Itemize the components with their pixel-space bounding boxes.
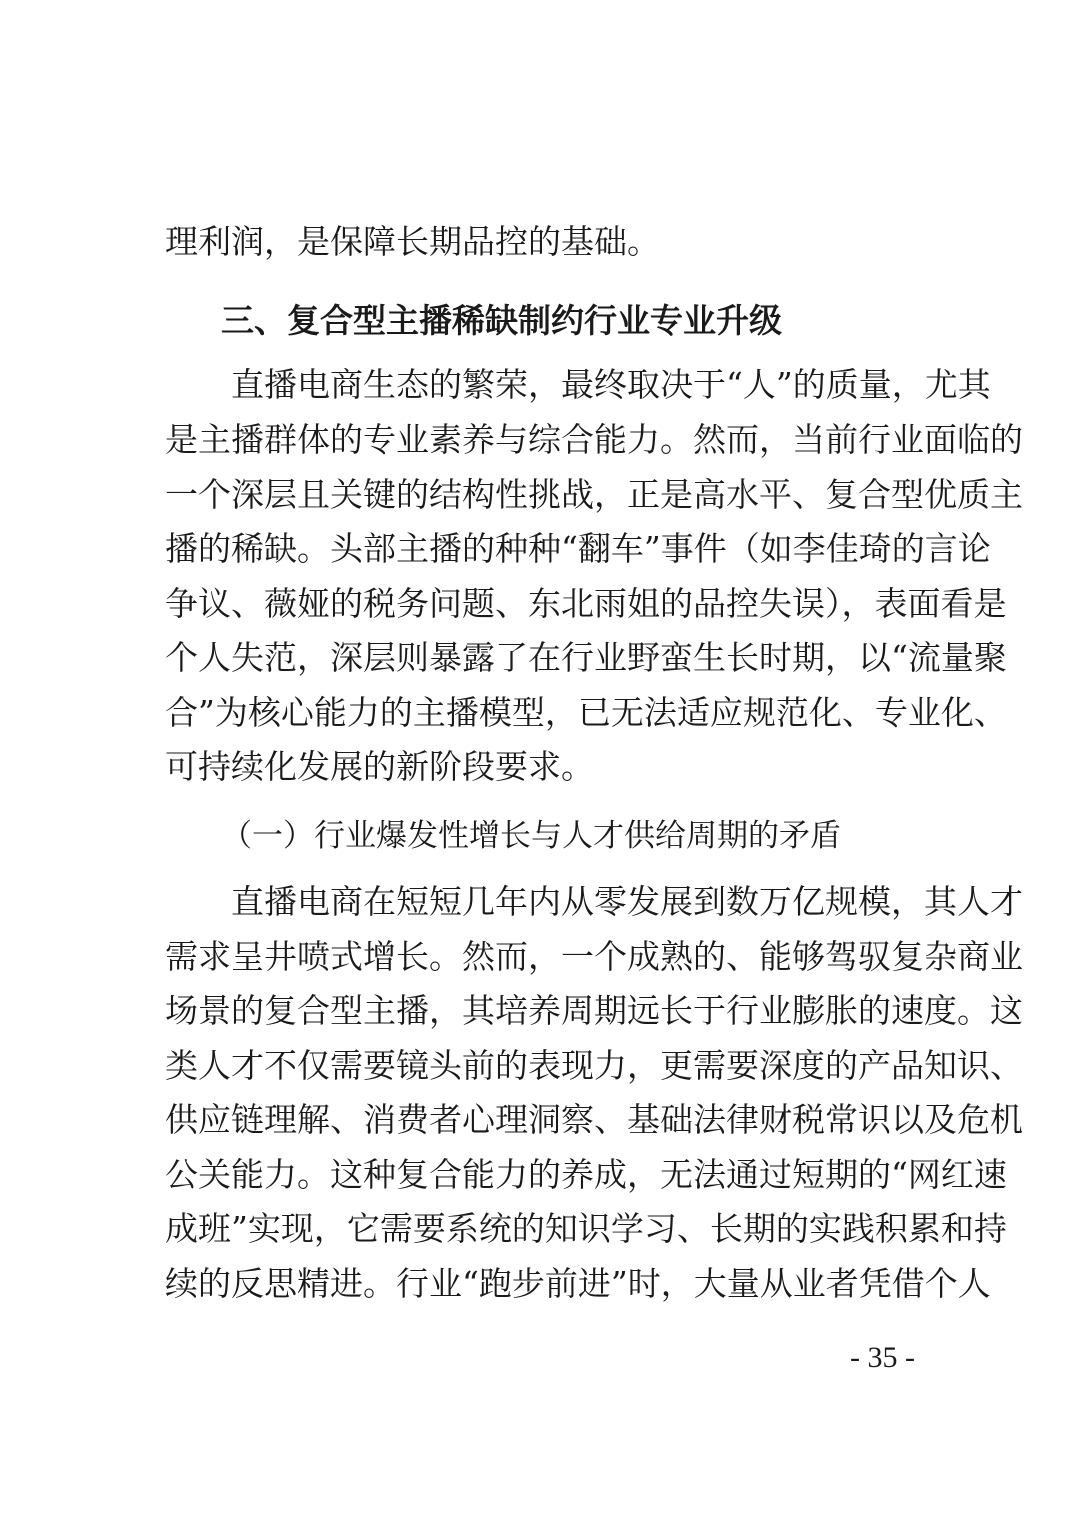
paragraph-line: 续的反思精进。行业“跑步前进”时，大量从业者凭借个人 [165, 1264, 991, 1303]
paragraph-line: 是主播群体的专业素养与综合能力。然而，当前行业面临的 [165, 420, 1023, 459]
subsection-heading: （一）行业爆发性增长与人才供给周期的矛盾 [221, 818, 841, 854]
section-heading: 三、复合型主播稀缺制约行业专业升级 [221, 301, 782, 340]
paragraph-line: 播的稀缺。头部主播的种种“翻车”事件（如李佳琦的言论 [165, 529, 991, 568]
paragraph-line: 场景的复合型主播，其培养周期远长于行业膨胀的速度。这 [165, 991, 1023, 1030]
paragraph-line: 需求呈井喷式增长。然而，一个成熟的、能够驾驭复杂商业 [165, 937, 1023, 976]
paragraph-line: 供应链理解、消费者心理洞察、基础法律财税常识以及危机 [165, 1100, 1023, 1139]
paragraph-line: 合”为核心能力的主播模型，已无法适应规范化、专业化、 [165, 693, 1007, 732]
page-number: - 35 - [850, 1341, 915, 1374]
paragraph-line: 个人失范，深层则暴露了在行业野蛮生长时期，以“流量聚 [165, 638, 1007, 677]
paragraph-line: 直播电商生态的繁荣，最终取决于“人”的质量，尤其 [231, 365, 991, 404]
continuation-line: 理利润，是保障长期品控的基础。 [165, 222, 660, 261]
paragraph-line: 公关能力。这种复合能力的养成，无法通过短期的“网红速 [165, 1155, 1007, 1194]
paragraph-line: 争议、薇娅的税务问题、东北雨姐的品控失误），表面看是 [165, 584, 1007, 623]
paragraph-line: 类人才不仅需要镜头前的表现力，更需要深度的产品知识、 [165, 1046, 1023, 1085]
paragraph-line: 直播电商在短短几年内从零发展到数万亿规模，其人才 [231, 882, 1023, 921]
paragraph-line: 可持续化发展的新阶段要求。 [165, 747, 594, 786]
paragraph-line: 一个深层且关键的结构性挑战，正是高水平、复合型优质主 [165, 475, 1023, 514]
paragraph-line: 成班”实现，它需要系统的知识学习、长期的实践积累和持 [165, 1209, 1007, 1248]
